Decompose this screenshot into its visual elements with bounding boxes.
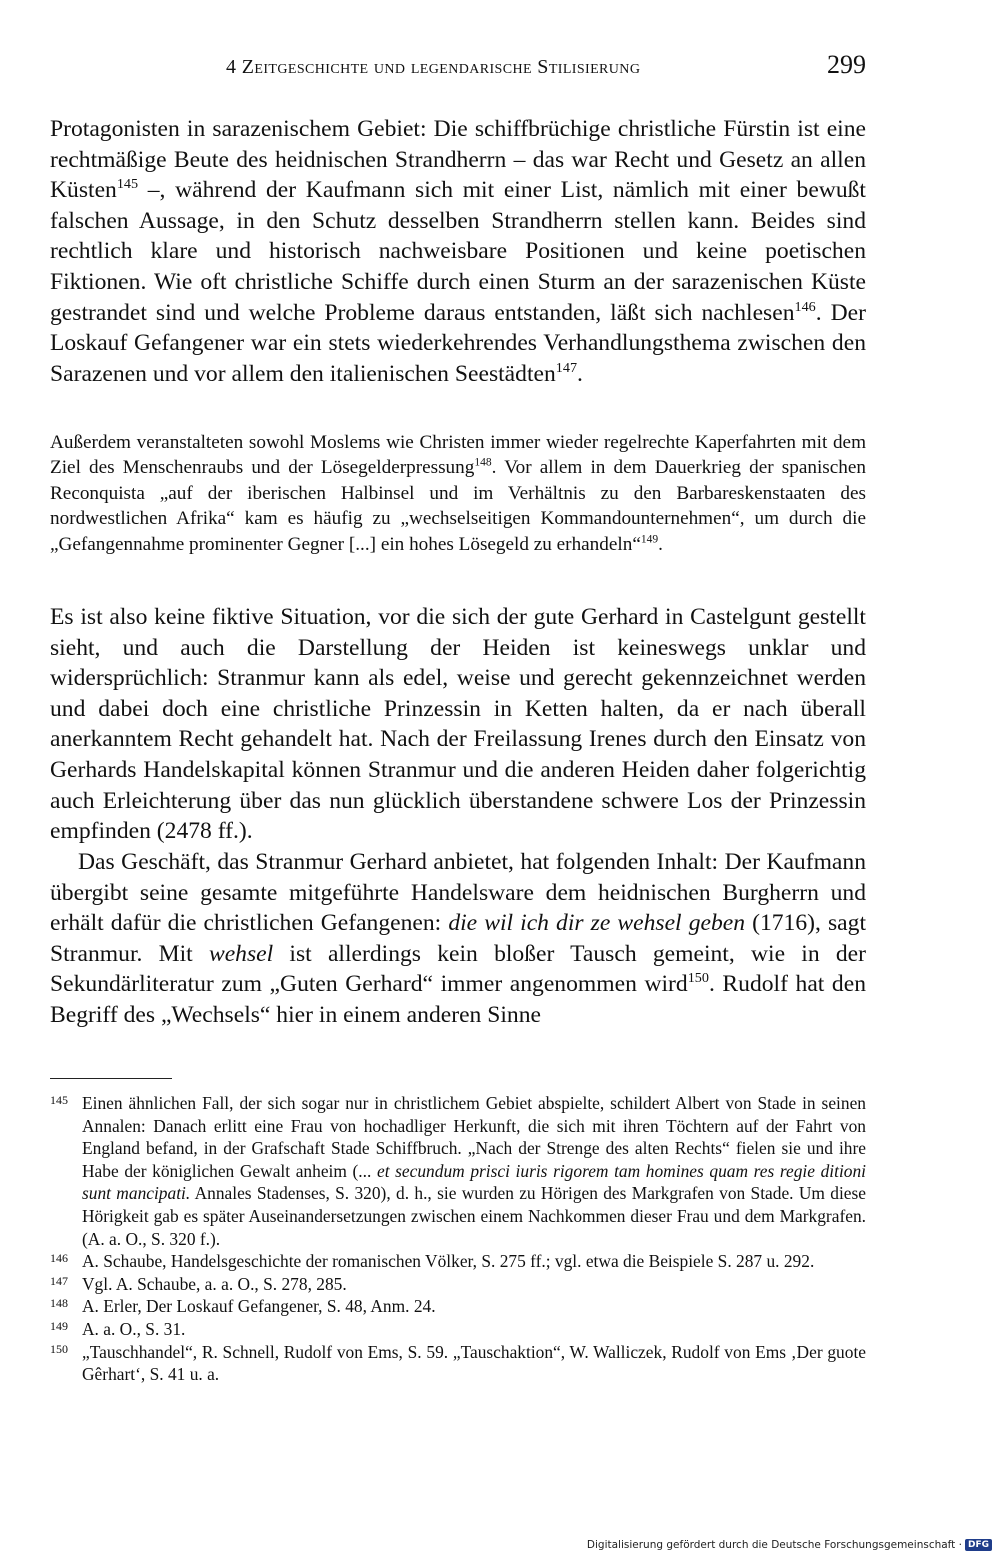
block-quote	[50, 430, 866, 557]
footnote	[50, 1092, 866, 1250]
footnote-separator	[50, 1078, 172, 1079]
text-run: (1716), sagt Stranmur. Mit	[50, 910, 866, 967]
footnote-text	[82, 1341, 866, 1386]
footnote-number: 149	[50, 1318, 68, 1333]
body-paragraph	[50, 602, 866, 847]
text-run: . Rudolf hat den Begriff des „Wechsels“ hier in einem anderen Sinne	[50, 971, 866, 1028]
footnote-text	[82, 1250, 866, 1273]
footnote-ref: 150	[687, 970, 709, 987]
text-run: Das Geschäft, das Stranmur Gerhard anbietet, hat folgenden Inhalt: Der Kaufmann übergibt seine gesamte mitgeführte Handelsware dem heidnischen Burgherrn und erhält dafür die christlichen Gefangenen:	[50, 849, 866, 937]
text-run: A. Schaube, Handelsgeschichte der romanischen Völker, S. 275 ff.; vgl. etwa die Beispiele S. 287 u. 292.	[82, 1251, 815, 1272]
text-run: Einen ähnlichen Fall, der sich sogar nur in christlichem Gebiet abspielte, schildert Albert von Stade in seinen Annalen: Danach erlitt eine Frau von hochadliger Herkunft, die sich mit ihren Töchtern auf der Fahrt von England befand, in der Grafschaft Stade Schiffbruch. „Nach der Strenge des alten Rechts“ fielen sie und ihre Habe der königlichen Gewalt anheim (...	[82, 1093, 866, 1181]
footnote-text	[82, 1295, 866, 1318]
footnote-number: 145	[50, 1093, 68, 1107]
dfg-logo-icon: DFG	[965, 1539, 992, 1551]
italic-text: die wil ich dir ze wehsel geben	[448, 910, 746, 937]
footnote	[50, 1318, 866, 1341]
italic-text: wehsel	[208, 940, 274, 967]
footnote-number: 150	[50, 1341, 68, 1356]
page-number: 299	[827, 50, 866, 79]
footnote-ref: 149	[640, 533, 659, 546]
footnote-text	[82, 1273, 866, 1296]
text-run: .	[577, 360, 583, 387]
footnote	[50, 1295, 866, 1318]
running-title: 4 Zeitgeschichte und legendarische Stilisierung	[226, 56, 641, 78]
running-head	[226, 50, 866, 90]
text-run: A. a. O., S. 31.	[82, 1318, 186, 1339]
footnote-number: 147	[50, 1273, 68, 1288]
footnote-ref: 148	[474, 456, 492, 469]
footnote-ref: 147	[555, 359, 578, 376]
text-run: ist allerdings kein bloßer Tausch gemeint, wie in der Sekundärliteratur zum „Guten Gerhard“ immer angenommen wird	[50, 940, 867, 998]
digitization-credit	[587, 1538, 992, 1552]
footnote	[50, 1273, 866, 1296]
footnotes	[50, 1092, 866, 1386]
text-run: Protagonisten in sarazenischem Gebiet: Die schiffbrüchige christliche Fürstin ist eine rechtmäßige Beute des heidnischen Strandherrn – das war Recht und Gesetz an allen Küsten	[50, 116, 866, 204]
text-run: „Tauschhandel“, R. Schnell, Rudolf von Ems, S. 59. „Tauschaktion“, W. Walliczek, Rudolf von Ems ‚Der guote Gêrhart‘, S. 41 u. a.	[82, 1341, 866, 1385]
footnote-number: 146	[50, 1251, 68, 1266]
text-run: .	[658, 533, 663, 555]
footnote	[50, 1341, 866, 1386]
text-run: –, während der Kaufmann sich mit einer List, nämlich mit einer bewußt falschen Aussage, in den Schutz desselben Strandherrn stellen kann. Beides sind rechtlich klare und historisch nachweisbare Positionen und keine poetischen Fiktionen. Wie oft christliche Schiffe durch einen Sturm an der sarazenischen Küste gestrandet sind und welche Probleme daraus entstanden, läßt sich nachlesen	[50, 177, 866, 326]
credit-text: Digitalisierung gefördert durch die Deutsche Forschungsgemeinschaft ·	[586, 1539, 962, 1551]
footnote	[50, 1250, 866, 1273]
text-run: . Der Loskauf Gefangener war ein stets wiederkehrendes Verhandlungsthema zwischen den Sarazenen und vor allem den italienischen Seestädten	[50, 299, 866, 387]
footnote-number: 148	[50, 1296, 68, 1311]
text-run: Außerdem veranstalteten sowohl Moslems wie Christen immer wieder regelrechte Kaperfahrten mit dem Ziel des Menschenraubs und der Lösegelderpressung	[50, 432, 866, 479]
body-paragraph	[50, 114, 866, 389]
text-run: Es ist also keine fiktive Situation, vor die sich der gute Gerhard in Castelgunt gestellt sieht, und auch die Darstellung der Heiden ist keineswegs unklar und widersprüchlich: Stranmur kann als edel, weise und gerecht gekennzeichnet werden und dabei doch eine christliche Prinzessin in Ketten halten, da er nach überall anerkanntem Recht gehandelt hat. Nach der Freilassung Irenes durch den Einsatz von Gerhards Handelskapital können Stranmur und die anderen Heiden daher folgerichtig auch Erleichterung über das nun glücklich überstandene schwere Los der Prinzessin empfinden (2478 ff.).	[50, 604, 866, 845]
body-paragraph	[50, 847, 866, 1031]
text-run: Annales Stadenses, S. 320), d. h., sie wurden zu Hörigen des Markgrafen von Stade. Um diese Hörigkeit gab es später Auseinandersetzungen zwischen einem Nachkommen dieser Frau und dem Markgrafen. (A. a. O., S. 320 f.).	[82, 1183, 866, 1249]
footnote-text	[82, 1092, 866, 1250]
footnote-ref: 145	[116, 175, 139, 192]
text-run: A. Erler, Der Loskauf Gefangener, S. 48, Anm. 24.	[82, 1296, 436, 1317]
text-run: . Vor allem in dem Dauerkrieg der spanischen Reconquista „auf der iberischen Halbinsel und im Verhältnis zu den Barbareskenstaaten des nordwestlichen Afrika“ kam es häufig zu „wechselseitigen Kommandounternehmen“, um durch die „Gefangennahme prominenter Gegner [...] ein hohes Lösegeld zu erhandeln“	[50, 457, 866, 555]
footnote-text	[82, 1318, 866, 1341]
italic-text: et secundum prisci iuris rigorem tam homines quam res regie ditioni sunt mancipati.	[82, 1160, 866, 1204]
text-run: Vgl. A. Schaube, a. a. O., S. 278, 285.	[82, 1273, 347, 1294]
footnote-ref: 146	[794, 298, 816, 315]
